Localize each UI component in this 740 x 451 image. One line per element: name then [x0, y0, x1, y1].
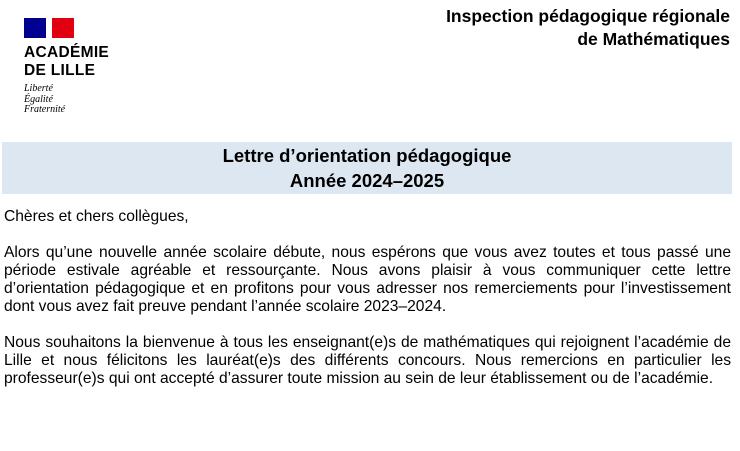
flag-blue-band: [24, 18, 46, 38]
letter-body: [4, 208, 731, 406]
header-line-2: de Mathématiques: [577, 29, 730, 49]
salutation: Chères et chers collègues,: [4, 208, 189, 225]
document-title: Lettre d’orientation pédagogique: [222, 145, 512, 166]
inspection-header: [446, 5, 730, 51]
republic-motto: [24, 84, 134, 116]
logo-line-2: DE LILLE: [24, 62, 96, 79]
motto-fraternite: Fraternité: [24, 104, 66, 115]
logo-line-1: ACADÉMIE: [24, 44, 110, 61]
school-year: Année 2024–2025: [289, 170, 445, 191]
document-title-band: [2, 142, 732, 194]
paragraph-2: Nous souhaitons la bienvenue à tous les enseignant(e)s de mathématiques qui rejoignent l’académie de Lille et nous félicitons les lauréat(e)s des différents concours. Nous remercions en particulier les professeur(e)s qui ont accepté d’assurer toute mission au sein de leur établissement ou de l’académie.: [4, 334, 731, 387]
motto-liberte: Liberté: [24, 83, 53, 94]
french-flag-icon: [24, 18, 74, 38]
academie-logo: [24, 18, 134, 116]
motto-egalite: Égalité: [24, 93, 53, 105]
flag-red-band: [52, 18, 74, 38]
header-line-1: Inspection pédagogique régionale: [446, 6, 730, 26]
paragraph-1: Alors qu’une nouvelle année scolaire débute, nous espérons que vous avez toutes et tous passé une période estivale agréable et ressourçante. Nous avons plaisir à vous communiquer cette lettre d’orientation pédagogique et en profitons pour vous adresser nos remerciements pour l’investissement dont vous avez fait preuve pendant l’année scolaire 2023–2024.: [4, 244, 731, 315]
